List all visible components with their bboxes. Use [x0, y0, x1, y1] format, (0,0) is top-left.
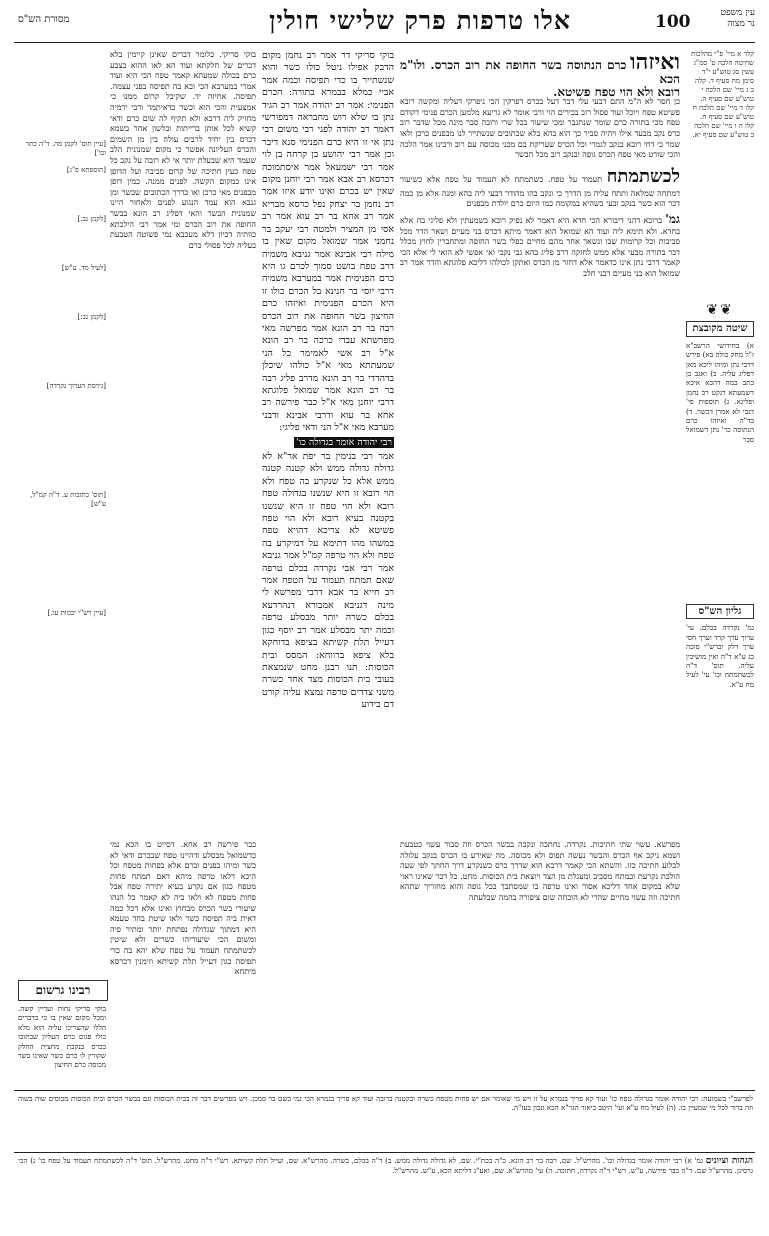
gemara-text-3: בוקי סריקי דר אמר רב נחמן מקום הדבק אפילו ניטל כולו כשר והוא שנשתייר בו כדי תפיסה וכמה אמר אביי כמלא בבמרא בתורה: הכרם הפנימי: אמר רב יהודה אמר רב הגיד נתן בו שלא רוש מחבראה דמפורשי דאמר רב יהודה לפני רבי משום רבי נתן אי זו היא כרם הפנימי סנא דיבר וכן אמר רבי יהושע בן קרחה בן לוי אמר רבי ישמעאל אמר איסתמוכה דכרסא רב אבא אמר רבי יוחנן מקום שאין יש בכרם ואינו יודע איזו אמר רב נחמן בר יצחק נפל כרסא מבריא אמר רב אחא בר רב עוא אמר רב אסי מן המציר ולמטה רבי יעקב בר נחמני אמר שמואל מקום שאין בו מילח רבי אבינא אמר גניבא משמיה דרב טפח בושט סמוך לכרם גו היא כרם הפנימית אמר במערבא משמיה דרבי יוסי בר חנינא בל הכרם כולו זו היא הכרם הפנימית ואיזהו כרם החיצון בשר החופה את רוב הכרס רבה בר רב הונא אמר מפרשה מאי מפרשתא עבדי כרכה בר רב הונא א"ל רב אשי לאמימר כל הני שמעתתא מאי א"ל כולהו שיכלן בדהדדי בר רב הונא מדרב פליג רבה בר רב הונא אמר שמואל פלוגתא דרבי יוחנן מאי א"ל כבר פירשה רב אחא בר עוא ודרבי אבינא ודבני מערבא מאי א"ל הני ודאי פליגי: [262, 50, 394, 434]
haggahot-section [18, 1156, 753, 1230]
opening-word: ואיזהו [630, 50, 680, 75]
page-number: 100 [655, 12, 691, 32]
gemara-label: גמ' [665, 211, 680, 226]
bottom-commentary-left: כבר פירשה רב אחא. דסייט בו הכא נמי כדשמואל מבסלע ודהיינו טפח שבכרם ודאי לא כשר ומיהו בפנים וברם אלא בפחות מטפח וכל היכא דלאו טרפה מיהא דאם תמתח פחות מטפח כגון אם נקרע בעיא יתירה טפח אבל פחות מטפח לא ולאו ביה לא קאמר כל הנהו שיעורי בשר הכרס מבחוץ ואינו אלא דכל כמה דאית ביה תפיסה כשר ולאו שיטת בחד טעמא היא דמתוך שגדולה נפתחת יותר ומתיר פיה ומשום הכי שיעוריהו כשרים ולא שיטין לכשתמתח תעמוד על טפח שלא יהא בה כדי תפיסה כגון דעייל תלת קשיתא וזימנין דכרסא מיתחא [110, 840, 256, 977]
side-notes: [עיין תוס' לקמן מה. ד"ה כתר וכו'] [תוספתא פ"ג] [לקמן נב.] [לעיל מד. ע"ש] [לקמן נב:] [גירסת הערוך נקרדה] [תוס' כתובות ע. ד"ה קמ"ל, ע"ש] [עיין רש"י יבמות עו.] [25, 140, 106, 617]
gemara-text-4: אמר רבי בנימין בר יפת אר"א לא גדולה גדולה ממש ולא קטנה קטנה ממש אלא כל שנקרע בה טפח ולא הוי רובא זו היא שנשנו בגדולה טפח רובא ולא הוי טפח זו היא שנשנו בקטנה בעיא רובא ולא הוי טפח פשיטא לא צריכא דהויא טפח במשהו מהו דתימא על דמיקרע בה טפח ולא הוי טרפה קמ"ל אמר גניבא אמר רבי אבי נקרדה בכלם טרפה שאם תמתח תעמוד על הטפח אמר רב חייא בר אבא דרבי מפרשא לי מינה דגניבא אמבורא דנהרדעא בכלם כשרה יותר מבסלע טרפה וכמה יתר מבסלע אמר רב יוסף כגון דעייל תלת קשיתא בציפא בדוחקא בלא ציפא ברווחא: המסס ובית הכוסות: תנו רבנן מחט שנמצאת בעובי בית הכוסות מצד אחד כשרה משני צדדים טרפה נמצא עליה קורט דם בידוע [262, 451, 394, 711]
shita-title: שיטה מקובצת [686, 321, 754, 336]
gilyon-title: גליון הש"ס [686, 604, 754, 619]
lashcheta-text: תעמוד על טפח. כשתמתח לא תעמוד על טפח אלא כשיעור דמתחה שמלאה ותתח עליה מן הדרך כי ונקב בהו מהודר דבעי ליה בהא ומנה אלא מן כמה דכר הוא כשר בנקב ובעי כשהיא במקומה כמו היום כרם יולדת מבפנים [400, 174, 680, 209]
ein-mishpat-label: עין משפט נר מצוה [720, 8, 755, 29]
gilyon-text: גמ' נקרדה בכלם. עי' ערוך ערך קרד וערך חסי ערך דלק וברש"י סוכה כג ע"א ד"ה ואין מושיבין עליה. תוס' ד"ה לכשתמתח וכו' עי' לעיל מח ע"א. [686, 623, 754, 689]
gilyon-hashas [686, 600, 754, 830]
haggahot-rule [14, 1152, 755, 1153]
main-column-right [400, 50, 680, 840]
masoret-hashas-label: מסורת הש"ס [18, 14, 70, 25]
footer-rule [14, 1090, 755, 1091]
footer-commentary: לפרשב"י בשמועה: רבי יהודה אומר בגדולה טפח כו' ועוד קא פריך בגמרא על זו ויש מי שאומר אם יש פחות מטפח כשרה ובקטנה ברובה ועוד קא פריך בגמרא הכי נמי בשם בר סמכן. ויש מפרשים דבר זה בבית הכוסות וגם בבשר הכרס ובית הכוסות מכוסים שוה בשוה וזה ברור לכל מי שמעיין בו. (ה) לעיל מח ע"א ועי' היטב ביאור הגר"א הכא ונכון בעז"ה. [18, 1094, 753, 1113]
haggahot-title: הגהות וציונים [705, 1156, 753, 1166]
haggahot-text: גמ' א) רבי יהודה אומר בגדולה וכו'. מהרש"ל. שם, רבה בר רב הונא. כ"ה בכת"י. שם, לא גדולה גדולה ממש. ב) ד"ה בכלם, כשרה. מהרש"א. שם, ועייל תלת קשיתא. רש"י ד"ה מחט. מהרש"ל. תוס' ד"ה לכשתמתח תעמוד על טפח כו' ג) הכי גרסינן. מהרש"ל שם. ד"ה כבר פירשה, ע"ש. רש"י ד"ה נקרדה, חתוכה. ה) עי' מהרש"א. שם, ואע"ג דליתא הכא, ע"ש. מהרש"ל. [18, 1156, 753, 1176]
ein-mishpat-notes: קלד א מיי' פ"י מהלכות שחיטה הלכה ט' סמ"ג עשין סג טוש"ע י"ד סימן מח סעיף ד. קלה ב ג מיי' שם הלכה י טוש"ע שם סעיף ה. קלו ד מיי' שם הלכה ח טוש"ע שם סעיף ח. קלז ה ו מיי' שם הלכה כ טוש"ע שם סעיף יא. [691, 50, 754, 139]
shita-text: א) בחידושי הרשב"א ז"ל מחק כולה בא) פירש דרבי נתן ומיהו ליכא מאן דפליג עליה. ב) ואגב כן כתב במה דהכא איכא דשמעתא דנקט רב נחמן ופליגא. ג) תוספות פי' דגבי לא אמרן דכשר. ד) בד"ה ואיזהו כרם הנתוסה כר' נתן דשמואל סבר [686, 340, 754, 444]
ornament-icon: ❦❦ [706, 302, 734, 318]
gemara-column [262, 50, 394, 1145]
rabbenu-gershom-title: רבינו גרשום [18, 980, 108, 1001]
highlighted-phrase: רבי יהודה אומר בגדולה כו' [296, 436, 392, 448]
shita-mekubetzet [686, 300, 754, 590]
bottom-commentary-right: מפרשא. עשוי שתי חתיכות. נקרדה. נחתכה ונקבה בבשר הכרס וזה סבור עשוי כטבעת ושמא ניקב אף הכרס והבשר נעשה תפוס ולא מכוסה. מה שאירע בו הכרס בנקב עלולה לבלוע חתיכה כזו. והשתא הכי קאמר דרבא הוא שדרך כרס כשנקרע דרך החתך לפי שעה הולכת נקרעת ובמתח מסביב ומעגלת מן הצד ויוצאת בית הכוסות. מחט. כל דבר שאינו ראוי שלא במקום אחד דליכא אסור ואינו טרפה בו שמסתבך בכל גופה והוא מחוריך שתהא חתיכה וזה עשוי מחיים שהרי לא הוכחה שום ציפורה בהמה שבלעתה [400, 840, 680, 902]
page-header [0, 0, 769, 40]
header-rule [14, 42, 755, 43]
rabbenu-gershom-text: בוקי סריקי נחות ועדיין קשה. ומכל מקום שאין בו כי בדברים הללו שהצריכו עליה הוא מלא כולו פגום כרם העליון שבתוכו בכרס בנקבת מחצית החלק שקורין לו כרם כשר שאינו בשר מכוסה כרם החיצון [18, 1004, 106, 1070]
mishna-line: רובא ולא הוי טפח פשיטא. [553, 84, 680, 99]
opening-line: כרם הנתוסה בשר החופה את רוב הכרס. ולו"מ הכא [400, 58, 680, 86]
gemara-text-1: כן חסר לא ה"מ התם דבעי עלי דבר דעל בכרס דפרקין הכי ניפרקי דעליה ומקשה רובא פשיטא טפח ויוכל ועוד פסול רוב בכירים הוי ורבי אומר לא גריעא מלמען הכרם פנימי דקודם טפח מכי בתורה כרם שומר שנתגבר ומכי שיעור בכל שרי ורובה סבר מינה מכל שדבר רוב כרס נקב מבעד אילו ויהיה סביר כך הוא בהא בלא שכתובים שנשתייר לנו מבפנים כרכן ולאו שמר כי דחי רובא בנקב לגמרי וכל הכרס שעריקת בם מכני מכוסה עם רוב ורבינו אמר הלכה והכי שורט מאי טפח הכרס גופה ובנקב רוב מכל הבשר [400, 97, 680, 160]
commentary-column: בוקי סריקי. כלומר דברים שאינן קיימין בלא דברים של חלקתא ועוד הא לאו ההוא בצבע כרם בכולה שמעתא קאמר טפח הכי היא ועוד אמרי במערבא הכי ובא בה תפיסה בפני עצמה. תפיסה. אחיזה יד. שקיבל קרום ממנו כי אמצעית והכי הוא וכשר כדאיתמר ורבי ירמיה מחזיק ליה דרבא ולא תקיף לה שום כרם ודאי קשיא לכל אותן ברייתות ובלשון אחר בשמא דכרס בין יחיד לרבים עולה בין מן השמים והכרס העליונה אפשר כי מקום שמנונית הלב שעמד היא שבעלת יותר אי לא רובה על נקב כל טפח כעין חתיכה של קרום סביבה ועל הדופן אינו כמקום הקשה. לפנים ממנה. כמין דופן מבפנים מאי כרכן ואו כדרך הכתובים שבשר ומן גנבא הוא עמד הנגוע לפנים ולאחור היינו שמנונית הבשר והאי דפליג רב הונא בבשר החופה את רוב הכרס ומי אמר רבי הילכתא כוותיה דכיון דלא מעכבא נמי פשוטה הטבעת בעליה לכל פסולי כרם [110, 50, 256, 250]
gemara-text-2: ברובא דהני דיבורא הכי חדא היא דאמר לא נפיק רובא בשמעתין ולא פליגי בה אלא בחדא. ולא תימא ליה ועוד הא שמואל הוא דאמר מיתא דכרס בני מעיים ושאר הדר מכל סביבות וכל קרומות שבו ונשאר אחד מהם מחיים כפלי בשר החופה ומתחברין לחוץ מכלל דכר בתורה מבעי אלא ממש לחזקה דרב פליג בהא גבי נקבי ואי אפשי לא הואי לי אלא הכי קאמר דרבי נתן אינו כדאמר אלא דחזר מן הכרס ואתקן לכולהו דליכא פלוגתא והדר אמר רב שמואל הוא בני מעיים דבני חלב [400, 215, 680, 278]
lashcheta-label: לכשתמתח [606, 165, 680, 187]
page-title: אלו טרפות פרק שלישי חולין [269, 6, 571, 35]
